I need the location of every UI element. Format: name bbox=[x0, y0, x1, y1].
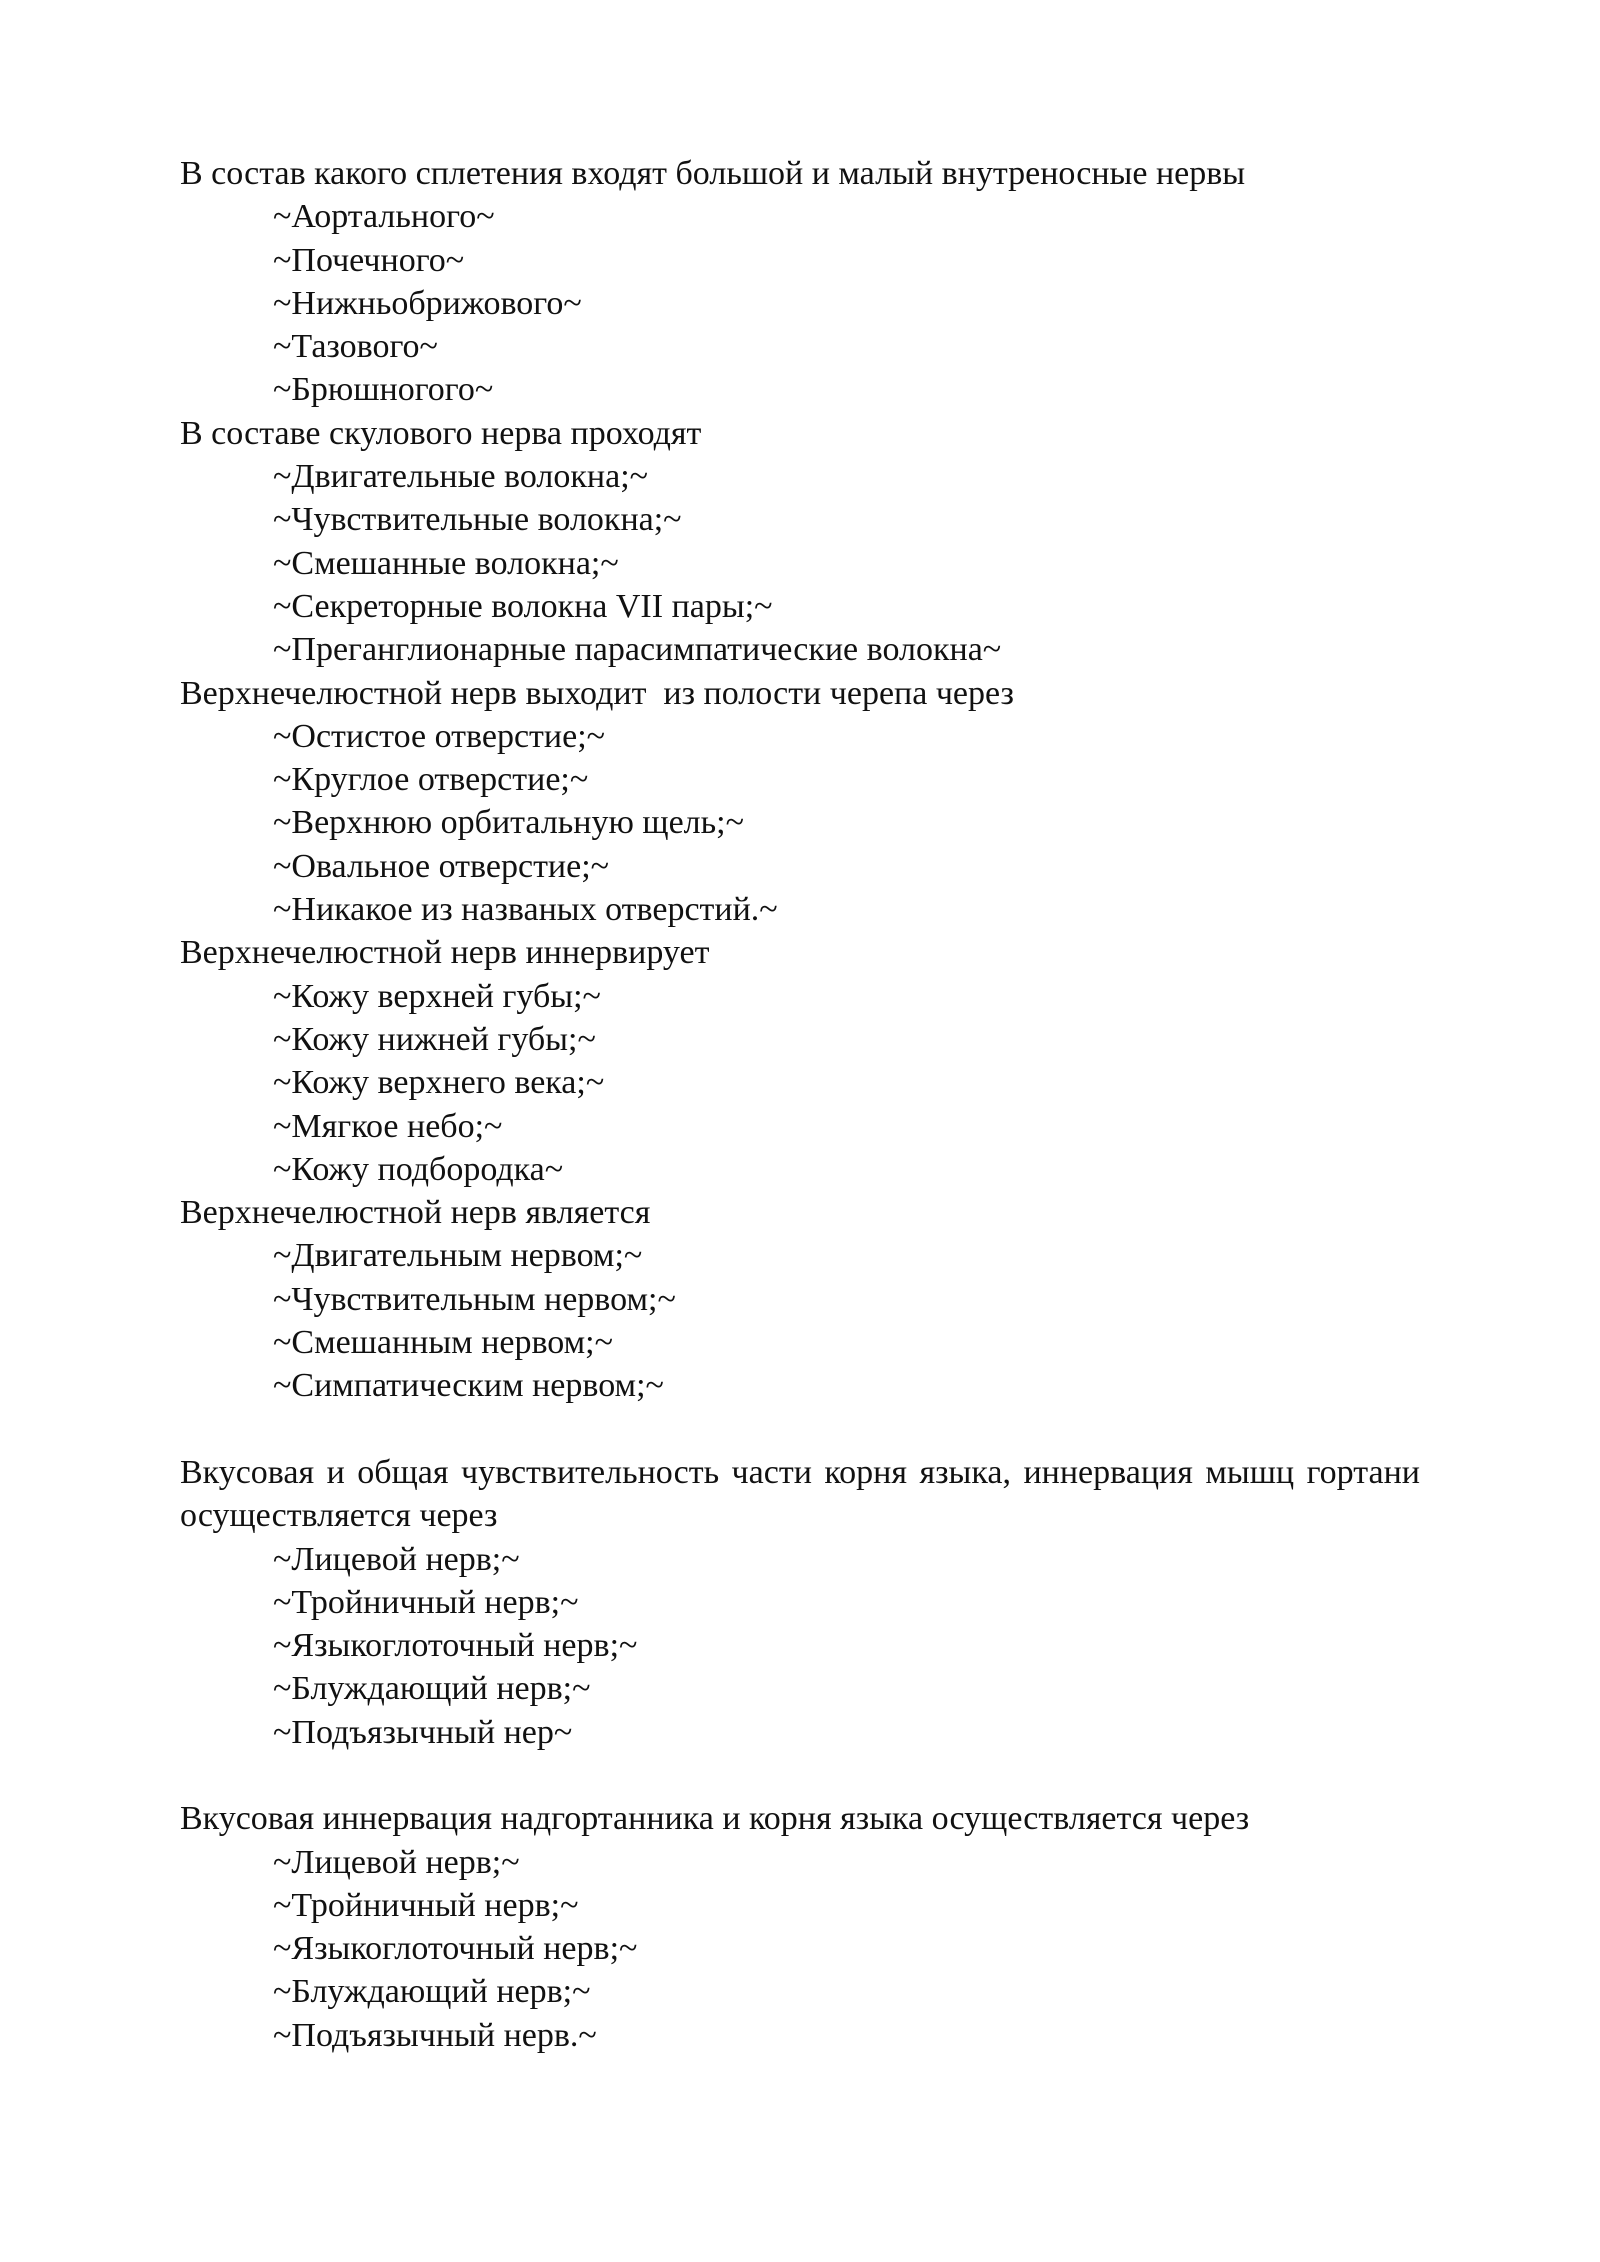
answer-option: ~Языкоглоточный нерв;~ bbox=[273, 1627, 638, 1665]
answer-option: ~Симпатическим нервом;~ bbox=[273, 1367, 664, 1405]
answer-options bbox=[180, 1234, 1420, 1407]
answer-option: ~Тазового~ bbox=[273, 328, 438, 366]
question-text: Верхнечелюстной нерв выходит из полости черепа через bbox=[180, 674, 1014, 712]
answer-option: ~Никакое из названых отверстий.~ bbox=[273, 891, 778, 929]
question-block-6 bbox=[180, 1451, 1420, 1754]
document-body bbox=[180, 152, 1420, 2057]
question-text: В состав какого сплетения входят большой и малый внутреносные нервы bbox=[180, 155, 1246, 192]
question-block-1 bbox=[180, 152, 1420, 412]
answer-option: ~Чувствительным нервом;~ bbox=[273, 1280, 676, 1318]
answer-option: ~Остистое отверстие;~ bbox=[273, 717, 606, 755]
answer-option: ~Смешанные волокна;~ bbox=[273, 544, 619, 582]
answer-option: ~Верхнюю орбитальную щель;~ bbox=[273, 804, 744, 842]
answer-option: ~Мягкое небо;~ bbox=[273, 1107, 503, 1145]
answer-options bbox=[180, 715, 1420, 931]
question-text: Верхнечелюстной нерв является bbox=[180, 1194, 651, 1232]
answer-option: ~Кожу подбородка~ bbox=[273, 1150, 564, 1188]
answer-options bbox=[180, 1841, 1420, 2057]
question-block-5 bbox=[180, 1191, 1420, 1407]
answer-option: ~Нижньобрижового~ bbox=[273, 284, 582, 322]
question-block-4 bbox=[180, 931, 1420, 1191]
answer-option: ~Аортального~ bbox=[273, 198, 495, 236]
question-text: Верхнечелюстной нерв иннервирует bbox=[180, 934, 710, 972]
question-block-3 bbox=[180, 672, 1420, 932]
answer-option: ~Секреторные волокна VII пары;~ bbox=[273, 587, 773, 625]
answer-option: ~Чувствительные волокна;~ bbox=[273, 501, 682, 539]
answer-option: ~Брюшногого~ bbox=[273, 371, 494, 409]
answer-option: ~Лицевой нерв;~ bbox=[273, 1540, 520, 1578]
answer-option: ~Кожу нижней губы;~ bbox=[273, 1020, 596, 1058]
answer-option: ~Кожу верхней губы;~ bbox=[273, 977, 601, 1015]
question-text: Вкусовая и общая чувствительность части корня языка, иннервация мышц гортани осуществляется через bbox=[180, 1453, 1420, 1535]
question-block-2 bbox=[180, 412, 1420, 672]
answer-option: ~Овальное отверстие;~ bbox=[273, 847, 610, 885]
question-block-7 bbox=[180, 1797, 1420, 2057]
answer-option: ~Тройничный нерв;~ bbox=[273, 1583, 579, 1621]
question-text: В составе скулового нерва проходят bbox=[180, 414, 702, 452]
answer-option: ~Круглое отверстие;~ bbox=[273, 761, 589, 799]
answer-option: ~Блуждающий нерв;~ bbox=[273, 1670, 591, 1708]
answer-option: ~Подъязычный нер~ bbox=[273, 1713, 573, 1751]
answer-options bbox=[180, 1538, 1420, 1754]
answer-option: ~Кожу верхнего века;~ bbox=[273, 1064, 605, 1102]
answer-option: ~Подъязычный нерв.~ bbox=[273, 2016, 597, 2054]
answer-option: ~Двигательным нервом;~ bbox=[273, 1237, 643, 1275]
answer-option: ~Двигательные волокна;~ bbox=[273, 458, 649, 496]
answer-options bbox=[180, 195, 1420, 411]
answer-option: ~Почечного~ bbox=[273, 241, 465, 279]
answer-option: ~Лицевой нерв;~ bbox=[273, 1843, 520, 1881]
answer-option: ~Смешанным нервом;~ bbox=[273, 1324, 614, 1362]
answer-option: ~Тройничный нерв;~ bbox=[273, 1886, 579, 1924]
answer-option: ~Преганглионарные парасимпатические волокна~ bbox=[273, 631, 1002, 669]
question-text: Вкусовая иннервация надгортанника и корня языка осуществляется через bbox=[180, 1800, 1250, 1838]
answer-option: ~Блуждающий нерв;~ bbox=[273, 1973, 591, 2011]
answer-options bbox=[180, 455, 1420, 671]
answer-options bbox=[180, 975, 1420, 1191]
answer-option: ~Языкоглоточный нерв;~ bbox=[273, 1930, 638, 1968]
